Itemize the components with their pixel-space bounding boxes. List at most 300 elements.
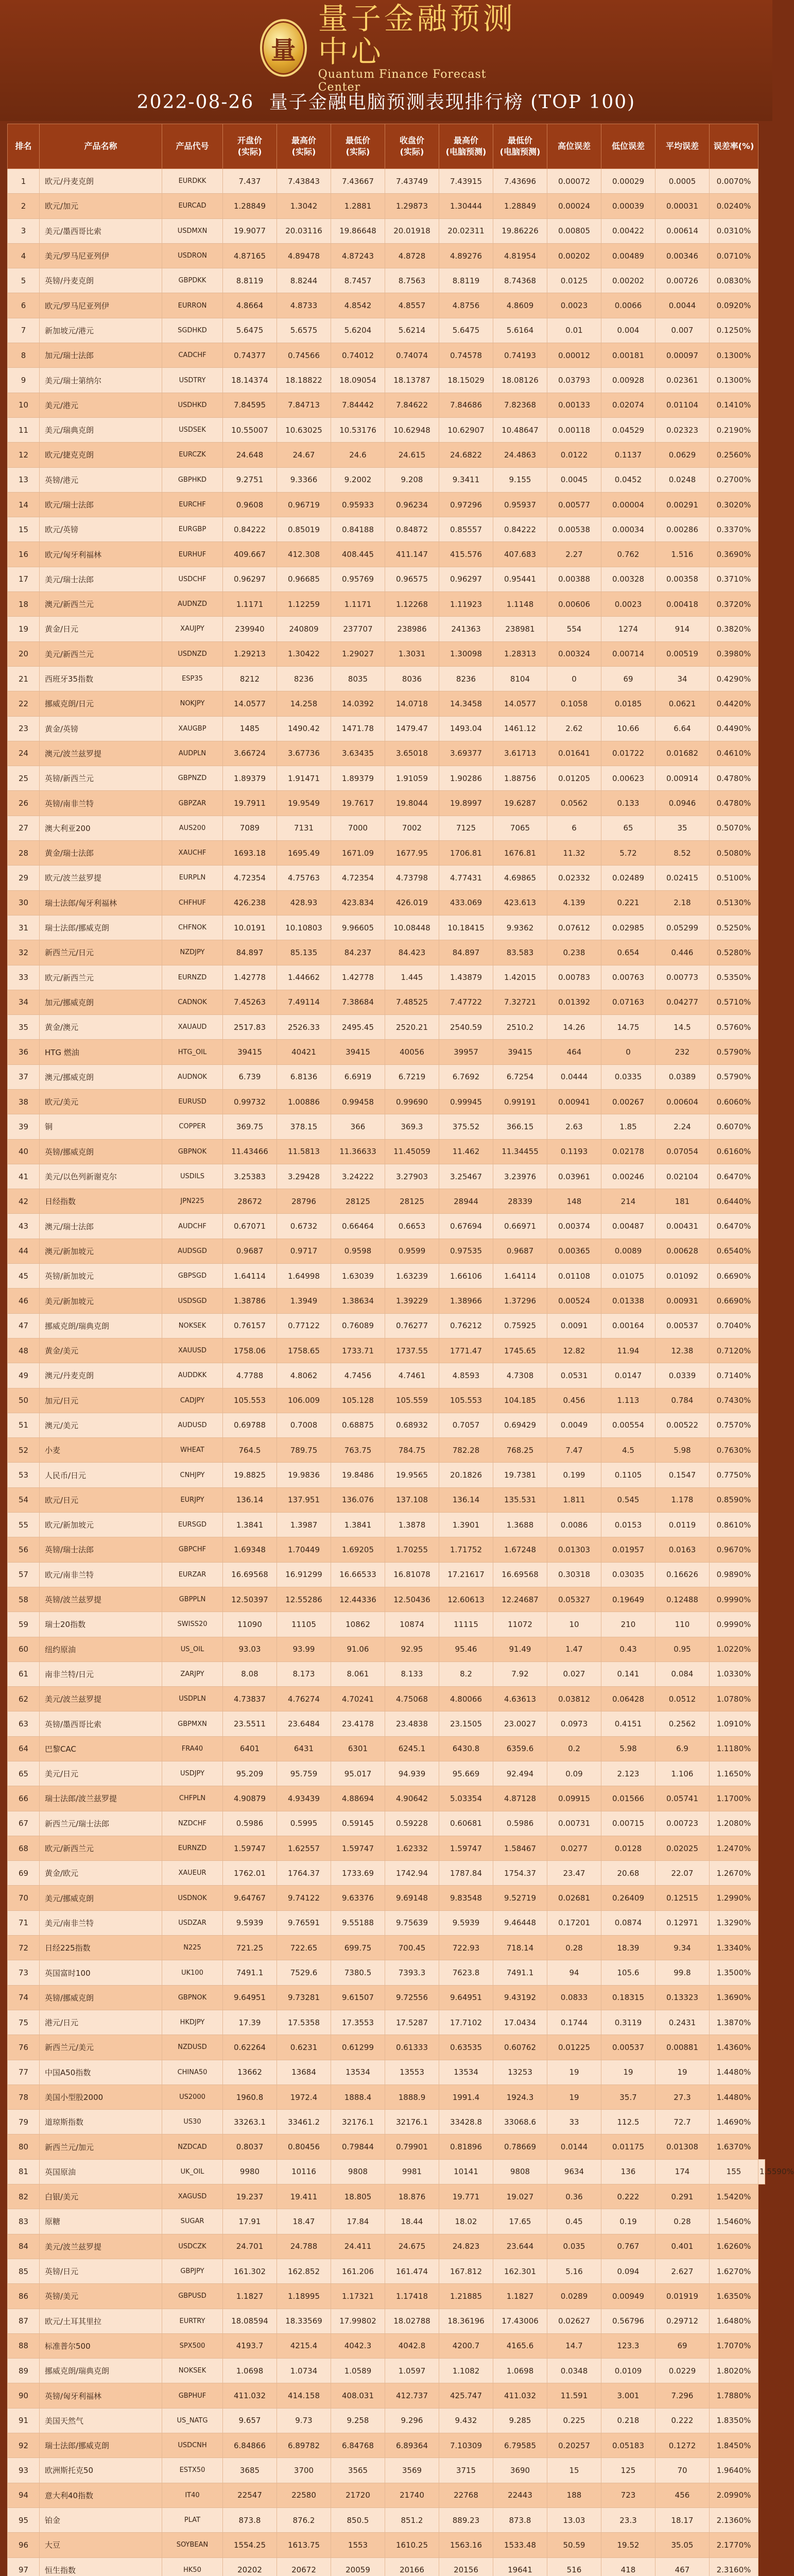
table-row [8,1662,765,1686]
value-cell: 0.02323 [655,417,710,442]
value-cell: 1.39229 [385,1289,439,1313]
value-cell: 1.2990% [710,1886,758,1910]
value-cell: 4.89276 [439,243,493,268]
value-cell: 1554.25 [223,2533,277,2557]
rank-cell: 7 [8,318,40,343]
value-cell: 1.113 [601,1388,655,1413]
value-cell: 850.5 [331,2507,385,2532]
product-name-cell: 美元/挪威克朗 [40,1886,162,1910]
value-cell: 21720 [331,2483,385,2507]
product-code-cell: SGDHKD [162,318,223,343]
product-name-cell: HTG 燃油 [40,1040,162,1064]
value-cell: 0.01303 [547,1537,601,1562]
value-cell: 4200.7 [439,2333,493,2358]
value-cell: 0.96234 [385,492,439,517]
value-cell: 1.59747 [223,1836,277,1860]
product-code-cell: CADNOK [162,990,223,1014]
value-cell: 1.88756 [493,766,547,791]
value-cell: 914 [655,617,710,641]
value-cell: 0.79901 [385,2134,439,2159]
table-row [8,1363,765,1388]
product-name-cell: 日经指数 [40,1189,162,1214]
page-title [0,88,772,114]
product-name-cell: 英镑/挪威克朗 [40,1139,162,1164]
product-code-cell: AUDCHF [162,1214,223,1239]
value-cell: 1.3688 [493,1513,547,1537]
value-cell: 0.00487 [601,1214,655,1239]
table-row [8,243,765,268]
value-cell: 0.9687 [493,1239,547,1263]
product-code-cell: USDSGD [162,1289,223,1313]
value-cell: 5.72 [601,841,655,866]
table-row [8,1537,765,1562]
rank-cell: 75 [8,2010,40,2035]
value-cell: 0.01175 [601,2134,655,2159]
value-cell: 12.60613 [439,1587,493,1612]
value-cell: 0.00489 [601,243,655,268]
value-cell: 1.6480% [710,2309,758,2333]
product-name-cell: 美元/南非兰特 [40,1910,162,1935]
value-cell: 0.1058 [547,691,601,716]
rank-cell: 20 [8,641,40,666]
product-name-cell: 挪威克朗/瑞典克朗 [40,2359,162,2383]
value-cell: 4.89478 [277,243,331,268]
value-cell: 7.84595 [223,393,277,417]
product-name-cell: 新西兰元/美元 [40,2035,162,2060]
value-cell: 0.0310% [710,218,758,243]
value-cell: 722.93 [439,1936,493,1960]
value-cell: 19.7617 [331,791,385,816]
value-cell: 11.591 [547,2383,601,2408]
value-cell: 21740 [385,2483,439,2507]
value-cell: 1.18995 [277,2284,331,2309]
value-cell: 0.01108 [547,1264,601,1289]
value-cell: 84.423 [385,940,439,965]
value-cell: 0.00328 [601,567,655,591]
product-code-cell: EURZAR [162,1562,223,1587]
value-cell: 0.00604 [655,1089,710,1114]
value-cell: 8.52 [655,841,710,866]
value-cell: 18.39 [601,1936,655,1960]
value-cell: 4.8542 [331,293,385,318]
value-cell: 18.44 [385,2209,439,2234]
product-name-cell: 美元/瑞士第纳尔 [40,368,162,393]
value-cell: 0.79844 [331,2134,385,2159]
value-cell: 1.28849 [223,194,277,218]
value-cell: 24.6 [331,443,385,467]
value-cell: 0.59228 [385,1811,439,1836]
value-cell: 0.6070% [710,1114,758,1139]
value-cell: 0.85019 [277,517,331,542]
value-cell: 0.7570% [710,1413,758,1437]
rank-cell: 84 [8,2234,40,2259]
value-cell: 7.32721 [493,990,547,1014]
value-cell: 13662 [223,2060,277,2084]
value-cell: 0.5986 [493,1811,547,1836]
value-cell: 1.7880% [710,2383,758,2408]
value-cell: 1.5590% [758,2159,765,2184]
product-name-cell: 澳大利亚200 [40,816,162,840]
value-cell: 3.29428 [277,1164,331,1189]
value-cell: 0.00072 [547,169,601,194]
value-cell: 0.7120% [710,1338,758,1363]
product-name-cell: 新西兰元/加元 [40,2134,162,2159]
table-row [8,393,765,417]
value-cell: 0.545 [601,1487,655,1512]
value-cell: 0.0444 [547,1064,601,1089]
value-cell: 1.30444 [439,194,493,218]
rank-cell: 89 [8,2359,40,2383]
value-cell: 0.00538 [547,517,601,542]
value-cell: 1.3841 [223,1513,277,1537]
product-name-cell: 美元/港元 [40,393,162,417]
value-cell: 0.5790% [710,1064,758,1089]
value-cell: 18.33569 [277,2309,331,2333]
value-cell: 0.9598 [331,1239,385,1263]
column-header: 最低价 (实际) [331,124,385,169]
product-code-cell: ESP35 [162,666,223,691]
value-cell: 412.737 [385,2383,439,2408]
product-code-cell: UK_OIL [162,2159,223,2184]
value-cell: 0.26409 [601,1886,655,1910]
value-cell: 1.17321 [331,2284,385,2309]
table-row [8,1761,765,1786]
value-cell: 1.5420% [710,2184,758,2209]
value-cell: 0.5070% [710,816,758,840]
value-cell: 0.0066 [601,293,655,318]
value-cell: 6.79585 [493,2433,547,2458]
product-code-cell: HTG_OIL [162,1040,223,1064]
value-cell: 0.29712 [655,2309,710,2333]
value-cell: 20.01918 [385,218,439,243]
value-cell: 8212 [223,666,277,691]
value-cell: 4.80066 [439,1687,493,1711]
product-code-cell: NOKJPY [162,691,223,716]
value-cell: 11072 [493,1612,547,1637]
value-cell: 19 [601,2060,655,2084]
value-cell: 9.73281 [277,1985,331,2010]
value-cell: 0.0229 [655,2359,710,2383]
rank-cell: 8 [8,343,40,368]
value-cell: 6.8136 [277,1064,331,1089]
value-cell: 0.0125 [547,268,601,293]
value-cell: 188 [547,2483,601,2507]
value-cell: 9.69148 [385,1886,439,1910]
table-row [8,915,765,940]
value-cell: 3.67736 [277,741,331,766]
value-cell: 14.0718 [385,691,439,716]
value-cell: 17.21617 [439,1562,493,1587]
value-cell: 0.69788 [223,1413,277,1437]
value-cell: 18.805 [331,2184,385,2209]
value-cell: 0.5250% [710,915,758,940]
column-header: 最高价 (实际) [277,124,331,169]
value-cell: 0.00763 [601,965,655,990]
value-cell: 414.158 [277,2383,331,2408]
value-cell: 0.00267 [601,1089,655,1114]
value-cell: 723 [601,2483,655,2507]
value-cell: 4.88694 [331,1786,385,1811]
value-cell: 12.44336 [331,1587,385,1612]
value-cell: 19.52 [601,2533,655,2557]
value-cell: 0.2 [547,1736,601,1761]
value-cell: 35.7 [601,2084,655,2109]
value-cell: 0.654 [601,940,655,965]
value-cell: 0.9890% [710,1562,758,1587]
value-cell: 7393.3 [385,1960,439,1985]
value-cell: 135.531 [493,1487,547,1512]
value-cell: 10116 [277,2159,331,2184]
value-cell: 4.76274 [277,1687,331,1711]
value-cell: 0.95937 [493,492,547,517]
value-cell: 873.8 [223,2507,277,2532]
value-cell: 0.7057 [439,1413,493,1437]
value-cell: 14.0577 [493,691,547,716]
value-cell: 1888.4 [331,2084,385,2109]
value-cell: 3700 [277,2458,331,2483]
value-cell: 2.24 [655,1114,710,1139]
value-cell: 7.38684 [331,990,385,1014]
value-cell: 433.069 [439,890,493,915]
value-cell: 162.301 [493,2259,547,2283]
value-cell: 9.285 [493,2408,547,2433]
column-header: 平均误差 [655,124,710,169]
value-cell: 0.00431 [655,1214,710,1239]
table-row [8,1811,765,1836]
value-cell: 0.222 [655,2408,710,2433]
rank-cell: 18 [8,592,40,617]
value-cell: 0.6440% [710,1189,758,1214]
value-cell: 136.14 [223,1487,277,1512]
value-cell: 0.6690% [710,1289,758,1313]
value-cell: 10.66 [601,716,655,741]
value-cell: 0.30318 [547,1562,601,1587]
value-cell: 0.02178 [601,1139,655,1164]
value-cell: 19.9549 [277,791,331,816]
table-row [8,2110,765,2134]
value-cell: 18.14374 [223,368,277,393]
value-cell: 23.5511 [223,1711,277,1736]
product-code-cell: AUDUSD [162,1413,223,1437]
table-row [8,716,765,741]
value-cell: 1960.8 [223,2084,277,2109]
value-cell: 65 [601,816,655,840]
product-name-cell: 澳元/美元 [40,1413,162,1437]
value-cell: 3.24222 [331,1164,385,1189]
product-name-cell: 欧元/日元 [40,1487,162,1512]
value-cell: 16.81078 [385,1562,439,1587]
value-cell: 19641 [493,2557,547,2576]
value-cell: 4.8062 [277,1363,331,1388]
value-cell: 238986 [385,617,439,641]
rank-cell: 41 [8,1164,40,1189]
value-cell: 95.759 [277,1761,331,1786]
value-cell: 1.69205 [331,1537,385,1562]
value-cell: 1.91471 [277,766,331,791]
product-name-cell: 美国小型股2000 [40,2084,162,2109]
value-cell: 2.123 [601,1761,655,1786]
value-cell: 0.00024 [547,194,601,218]
rank-cell: 42 [8,1189,40,1214]
value-cell: 12.55286 [277,1587,331,1612]
value-cell: 0.03812 [547,1687,601,1711]
value-cell: 6430.8 [439,1736,493,1761]
value-cell: 0.03961 [547,1164,601,1189]
value-cell: 0.01308 [655,2134,710,2159]
value-cell: 0.6470% [710,1214,758,1239]
value-cell: 0.76212 [439,1313,493,1338]
value-cell: 9634 [547,2159,601,2184]
value-cell: 6.9 [655,1736,710,1761]
value-cell: 9.72556 [385,1985,439,2010]
product-name-cell: 欧元/英镑 [40,517,162,542]
value-cell: 19.7381 [493,1463,547,1487]
value-cell: 0.74377 [223,343,277,368]
value-cell: 20.1826 [439,1463,493,1487]
value-cell: 19.8997 [439,791,493,816]
value-cell: 0.01104 [655,393,710,417]
product-name-cell: 铜 [40,1114,162,1139]
value-cell: 85.135 [277,940,331,965]
rank-cell: 88 [8,2333,40,2358]
rank-cell: 24 [8,741,40,766]
value-cell: 1.69348 [223,1537,277,1562]
value-cell: 17.91 [223,2209,277,2234]
value-cell: 17.5358 [277,2010,331,2035]
table-row [8,1313,765,1338]
value-cell: 0.3370% [710,517,758,542]
value-cell: 0.36 [547,2184,601,2209]
rank-cell: 60 [8,1637,40,1662]
product-code-cell: HK50 [162,2557,223,2576]
value-cell: 239940 [223,617,277,641]
table-row [8,617,765,641]
value-cell: 0.01722 [601,741,655,766]
value-cell: 0.02332 [547,866,601,890]
value-cell: 24.4863 [493,443,547,467]
rank-cell: 43 [8,1214,40,1239]
value-cell: 1.1180% [710,1736,758,1761]
value-cell: 14.7 [547,2333,601,2358]
product-code-cell: COPPER [162,1114,223,1139]
value-cell: 0.75925 [493,1313,547,1338]
value-cell: 0.01338 [601,1289,655,1313]
value-cell: 1485 [223,716,277,741]
product-code-cell: USDTRY [162,368,223,393]
value-cell: 39415 [493,1040,547,1064]
table-row [8,1064,765,1089]
rank-cell: 40 [8,1139,40,1164]
value-cell: 19.9836 [277,1463,331,1487]
product-name-cell: 英镑/新西兰元 [40,766,162,791]
rank-cell: 82 [8,2184,40,2209]
value-cell: 9.5939 [223,1910,277,1935]
value-cell: 0.85557 [439,517,493,542]
value-cell: 1.4690% [710,2110,758,2134]
value-cell: 1.3031 [385,641,439,666]
value-cell: 5.98 [655,1438,710,1463]
value-cell: 9981 [385,2159,439,2184]
value-cell: 0.238 [547,940,601,965]
value-cell: 93.03 [223,1637,277,1662]
value-cell: 17.7102 [439,2010,493,2035]
value-cell: 411.147 [385,542,439,567]
value-cell: 0.4780% [710,766,758,791]
rank-cell: 39 [8,1114,40,1139]
value-cell: 366.15 [493,1114,547,1139]
value-cell: 1706.81 [439,841,493,866]
value-cell: 0.6231 [277,2035,331,2060]
value-cell: 4.75763 [277,866,331,890]
value-cell: 7.43749 [385,169,439,194]
value-cell: 0.0289 [547,2284,601,2309]
product-name-cell: 小麦 [40,1438,162,1463]
table-row [8,1562,765,1587]
table-row [8,1637,765,1662]
table-row [8,2035,765,2060]
table-row [8,2259,765,2283]
value-cell: 148 [547,1189,601,1214]
value-cell: 20166 [385,2557,439,2576]
value-cell: 0.60762 [493,2035,547,2060]
table-row [8,2507,765,2532]
value-cell: 162.852 [277,2259,331,2283]
value-cell: 0.5710% [710,990,758,1014]
value-cell: 6431 [277,1736,331,1761]
product-name-cell: 南非兰特/日元 [40,1662,162,1686]
value-cell: 0.4290% [710,666,758,691]
table-row [8,1513,765,1537]
value-cell: 10874 [385,1612,439,1637]
value-cell: 1.8450% [710,2433,758,2458]
value-cell: 4.73837 [223,1687,277,1711]
table-row [8,2084,765,2109]
value-cell: 0.1272 [655,2433,710,2458]
value-cell: 0.094 [601,2259,655,2283]
value-cell: 210 [601,1612,655,1637]
column-header: 高位误差 [547,124,601,169]
value-cell: 105.128 [331,1388,385,1413]
value-cell: 6359.6 [493,1736,547,1761]
value-cell: 1.38634 [331,1289,385,1313]
value-cell: 1479.47 [385,716,439,741]
value-cell: 0.225 [547,2408,601,2433]
value-cell: 408.031 [331,2383,385,2408]
value-cell: 0.00118 [547,417,601,442]
value-cell: 19 [547,2060,601,2084]
product-name-cell: 意大利40指数 [40,2483,162,2507]
table-row [8,1463,765,1487]
product-code-cell: NZDJPY [162,940,223,965]
product-code-cell: AUS200 [162,816,223,840]
product-code-cell: GBPHUF [162,2383,223,2408]
value-cell: 3685 [223,2458,277,2483]
value-cell: 8035 [331,666,385,691]
product-code-cell: US30 [162,2110,223,2134]
value-cell: 7491.1 [493,1960,547,1985]
value-cell: 428.93 [277,890,331,915]
column-header: 低位误差 [601,124,655,169]
value-cell: 4.7456 [331,1363,385,1388]
product-name-cell: 英镑/日元 [40,2259,162,2283]
value-cell: 5.6164 [493,318,547,343]
value-cell: 15 [547,2458,601,2483]
value-cell: 40421 [277,1040,331,1064]
value-cell: 3.25467 [439,1164,493,1189]
product-name-cell: 澳元/新西兰元 [40,592,162,617]
value-cell: 0.0452 [601,467,655,492]
product-code-cell: NOKSEK [162,2359,223,2383]
